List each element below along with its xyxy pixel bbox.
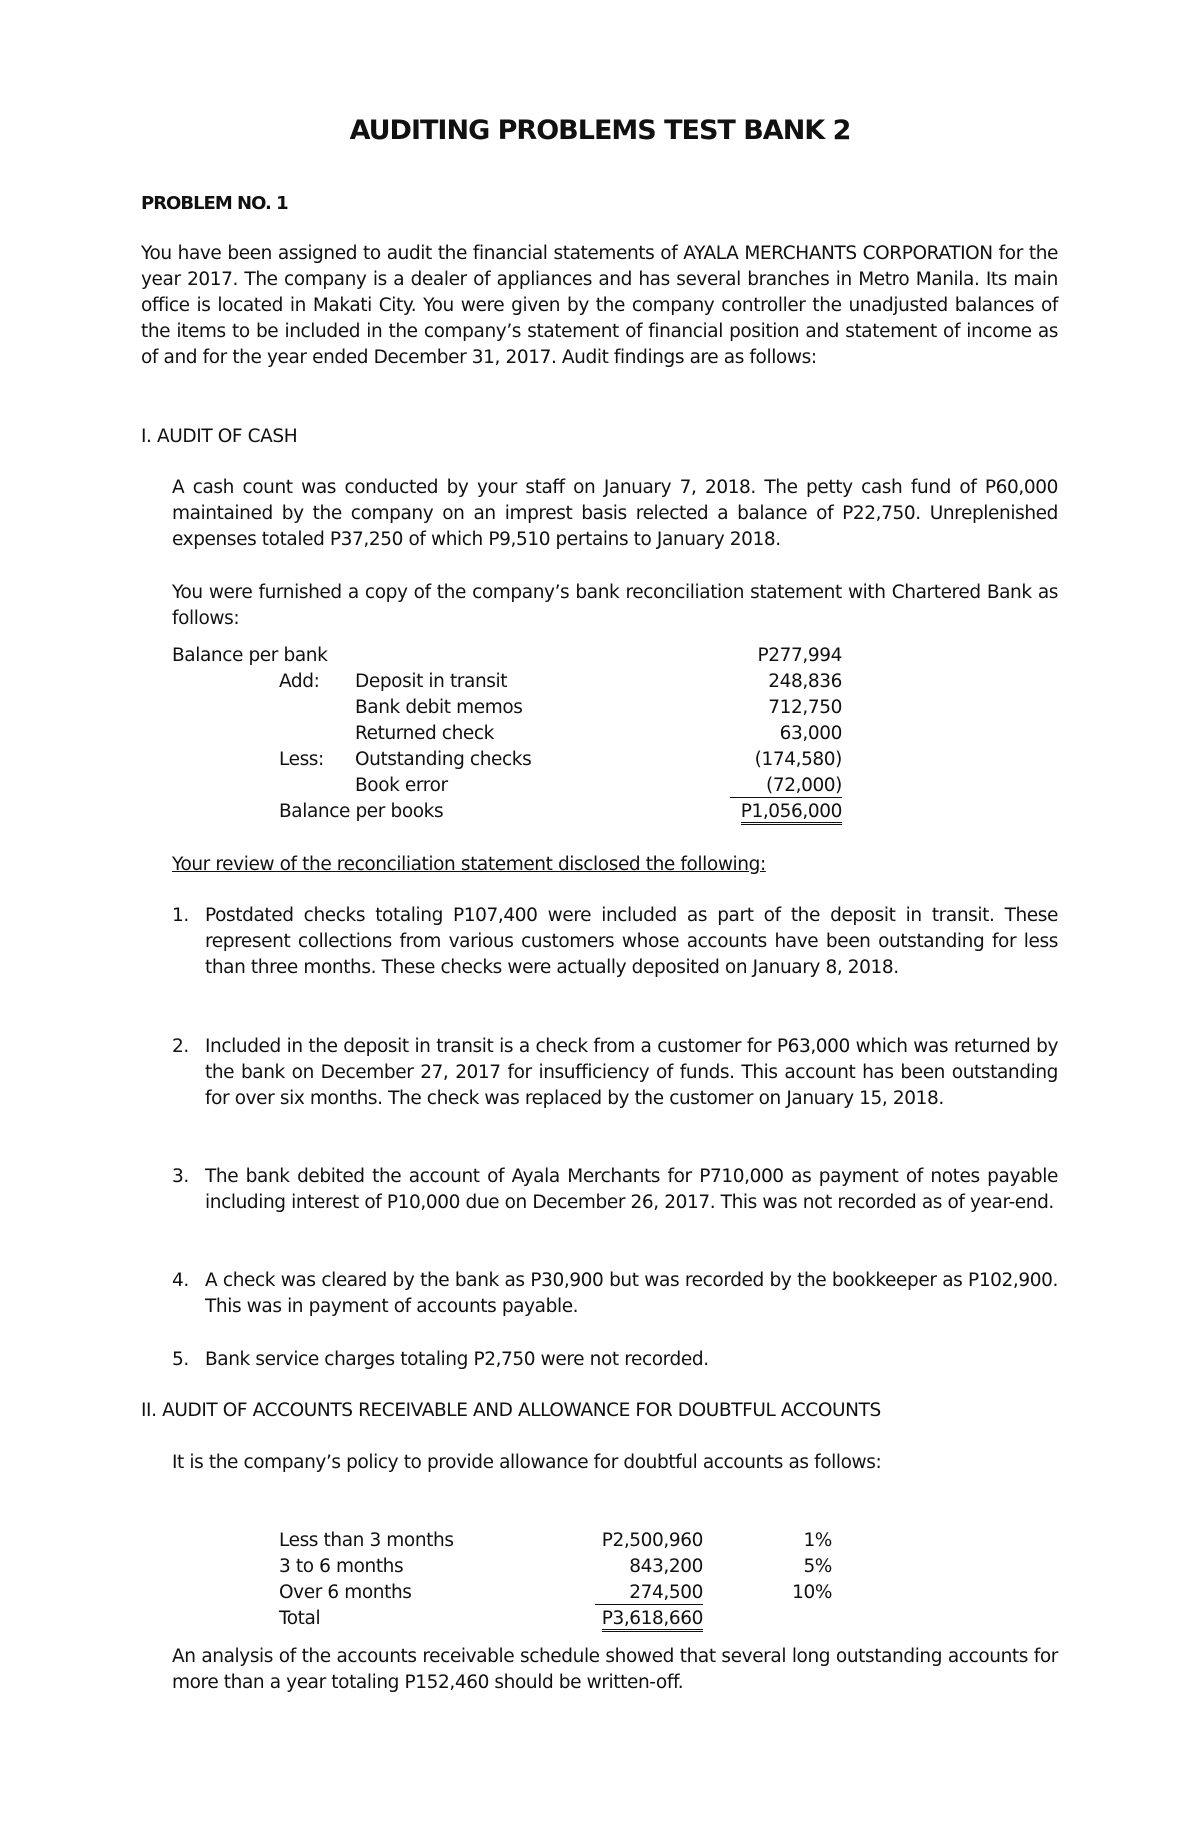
list-number: 4. xyxy=(172,1270,189,1291)
document-title: AUDITING PROBLEMS TEST BANK 2 xyxy=(349,115,851,146)
row-label: Outstanding checks xyxy=(355,749,532,770)
row-amount: 248,836 xyxy=(768,671,842,692)
allowance-policy-paragraph: It is the company’s policy to provide allowance for doubtful accounts as follows: xyxy=(172,1452,882,1473)
table-row xyxy=(172,799,842,825)
list-item xyxy=(172,1034,1058,1112)
row-label: Less than 3 months xyxy=(279,1530,454,1551)
row-rate: 5% xyxy=(803,1556,832,1577)
less-label: Less: xyxy=(279,749,324,770)
row-label: Bank debit memos xyxy=(355,697,523,718)
list-item xyxy=(172,1347,1058,1373)
section-ar-heading: II. AUDIT OF ACCOUNTS RECEIVABLE AND ALLOWANCE FOR DOUBTFUL ACCOUNTS xyxy=(141,1400,881,1421)
list-text: The bank debited the account of Ayala Merchants for P710,000 as payment of notes payable including interest of P10,000 due on December 26, 2017. This was not recorded as of year-end. xyxy=(205,1166,1058,1213)
row-label: 3 to 6 months xyxy=(279,1556,404,1577)
list-item xyxy=(172,1268,1058,1320)
row-label: Book error xyxy=(355,775,448,796)
table-row xyxy=(172,695,842,721)
review-heading: Your review of the reconciliation statement disclosed the following: xyxy=(172,854,766,875)
table-row xyxy=(172,669,842,695)
bank-reconciliation-table xyxy=(172,643,842,825)
table-row xyxy=(279,1580,832,1606)
row-amount: 712,750 xyxy=(768,697,842,718)
list-text: Bank service charges totaling P2,750 were not recorded. xyxy=(205,1349,709,1370)
table-row xyxy=(172,721,842,747)
table-row xyxy=(279,1554,832,1580)
row-amount: P2,500,960 xyxy=(601,1530,703,1551)
row-amount: (174,580) xyxy=(754,749,842,770)
intro-paragraph: You have been assigned to audit the financial statements of AYALA MERCHANTS CORPORATION for the year 2017. The company is a dealer of appliances and has several branches in Metro Manila. Its main office is located in Makati City. You were given by the company controller the unadjusted balances of the items to be included in the company’s statement of financial position and statement of income as of and for the year ended December 31, 2017. Audit findings are as follows: xyxy=(141,243,1058,368)
row-label: Deposit in transit xyxy=(355,671,508,692)
row-label: Balance per books xyxy=(279,801,444,822)
row-amount: P3,618,660 xyxy=(602,1608,703,1632)
row-label: Over 6 months xyxy=(279,1582,412,1603)
write-off-paragraph: An analysis of the accounts receivable schedule showed that several long outstanding accounts for more than a year totaling P152,460 should be written-off. xyxy=(172,1646,1058,1693)
row-amount: 843,200 xyxy=(629,1556,703,1577)
list-number: 3. xyxy=(172,1166,189,1187)
row-label: Total xyxy=(279,1608,321,1629)
aging-table xyxy=(279,1528,832,1632)
row-label: Balance per bank xyxy=(172,645,328,666)
table-row xyxy=(172,643,842,669)
row-rate: 1% xyxy=(803,1530,832,1551)
section-cash-heading: I. AUDIT OF CASH xyxy=(141,426,298,447)
table-row xyxy=(172,747,842,773)
cash-count-paragraph: A cash count was conducted by your staff on January 7, 2018. The petty cash fund of P60,000 maintained by the company on an imprest basis relected a balance of P22,750. Unreplenished expenses totaled P37,250 of which P9,510 pertains to January 2018. xyxy=(172,477,1058,550)
row-amount: (72,000) xyxy=(730,775,842,798)
table-row xyxy=(279,1528,832,1554)
add-label: Add: xyxy=(279,671,320,692)
list-number: 5. xyxy=(172,1349,189,1370)
table-row xyxy=(279,1606,832,1632)
row-label: Returned check xyxy=(355,723,494,744)
list-text: Included in the deposit in transit is a check from a customer for P63,000 which was returned by the bank on December 27, 2017 for insufficiency of funds. This account has been outstanding for over six months. The check was replaced by the customer on January 15, 2018. xyxy=(205,1036,1058,1109)
list-number: 2. xyxy=(172,1036,189,1057)
row-amount: 274,500 xyxy=(595,1582,703,1605)
row-amount: P277,994 xyxy=(757,645,842,666)
problem-heading: PROBLEM NO. 1 xyxy=(141,193,288,214)
list-number: 1. xyxy=(172,905,189,926)
bank-rec-intro: You were furnished a copy of the company’s bank reconciliation statement with Chartered Bank as follows: xyxy=(172,582,1058,629)
list-item xyxy=(172,1164,1058,1216)
list-item xyxy=(172,903,1058,981)
list-text: Postdated checks totaling P107,400 were included as part of the deposit in transit. These represent collections from various customers whose accounts have been outstanding for less than three months. These checks were actually deposited on January 8, 2018. xyxy=(205,905,1058,978)
table-row xyxy=(172,773,842,799)
row-amount: P1,056,000 xyxy=(741,801,842,825)
list-text: A check was cleared by the bank as P30,900 but was recorded by the bookkeeper as P102,900. This was in payment of accounts payable. xyxy=(205,1270,1058,1317)
row-amount: 63,000 xyxy=(779,723,842,744)
row-rate: 10% xyxy=(792,1582,832,1603)
